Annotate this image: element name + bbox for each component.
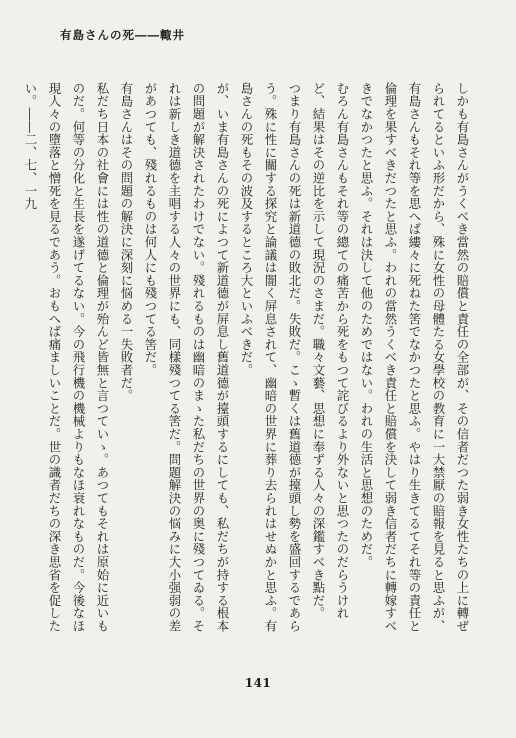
paragraph: むろん有島さんもそれ等の總ての痛苦から死をもつて詫びるより外ないと思つたのだらうけれど、結果はその逆比を示して現況のさまだ。職々文藝、思想に奉ずる人々の深鑑すべき點だ。 [311, 82, 350, 620]
paragraph: 有島さんはその問題の解決に深刻に悩める一失敗者だ。 [119, 82, 134, 402]
article-body [23, 82, 474, 642]
page-number: 141 [244, 676, 272, 690]
paragraph: が、いま有島さんの死によつて新道德が屏息し舊道德が擡頭するにしても、私だちが持する根本の問題が解決されたわけでない。殘れるものは幽暗のまゝた私だちの世界の奥に殘つてゐる。それは新しき道德を主唱する人々の世界にも、同樣殘つてる筈だ。問題解決の悩みに大小强弱の差があつても、殘れるものは何人にも殘つてる筈だ。 [143, 82, 230, 633]
paragraph: しかも有島さんがうくべき當然の賠償と責任の全部が、その信者だつた弱き女性たちの上に轉ぜられてるといふ形だから、殊に女性の母體たる女學校の教育に一大禁厭の賠報を見ると思ふが、有島さんもそれ等を思へば縷々に死ねた筈でなかつたと思ふ。やはり生きてるてそれ等の責任と倫理を果すべきだつたと思ふ。われの當然うくべき責任と賠償を決して弱き信者だちに轉嫁すべきでなかつたと思ふ。それは決して他のためではない。われの生活と思想のためだ。 [359, 82, 470, 633]
running-header: 有島さんの死――輙井 [60, 28, 185, 42]
paragraph: つまり有島さんの死は新道德の敗北だ。失敗だ。こゝ暫くは舊道德が擡頭し勢を盛回するであらう。殊に性に關する探究と論議は闇く屏息されて、幽暗の世界に葬り去られはせぬかと思ふ。有島さんの死もその波及するところ大といふべきだ。 [239, 82, 302, 633]
paragraph: 私だち日本の社會には性の道德と倫理が殆んど皆無と言つていゝ。あつてもそれは原始に近いものだ。何等の分化と生長を遂げてるない。今の飛行機の機械よりもなほ衰れなものだ。今後なほ現人々の墮落と憎死を見るであう。おもへば痛ましいことだ。世の識者だちの深き思省を促したい。――二、七、一九 [23, 82, 110, 633]
